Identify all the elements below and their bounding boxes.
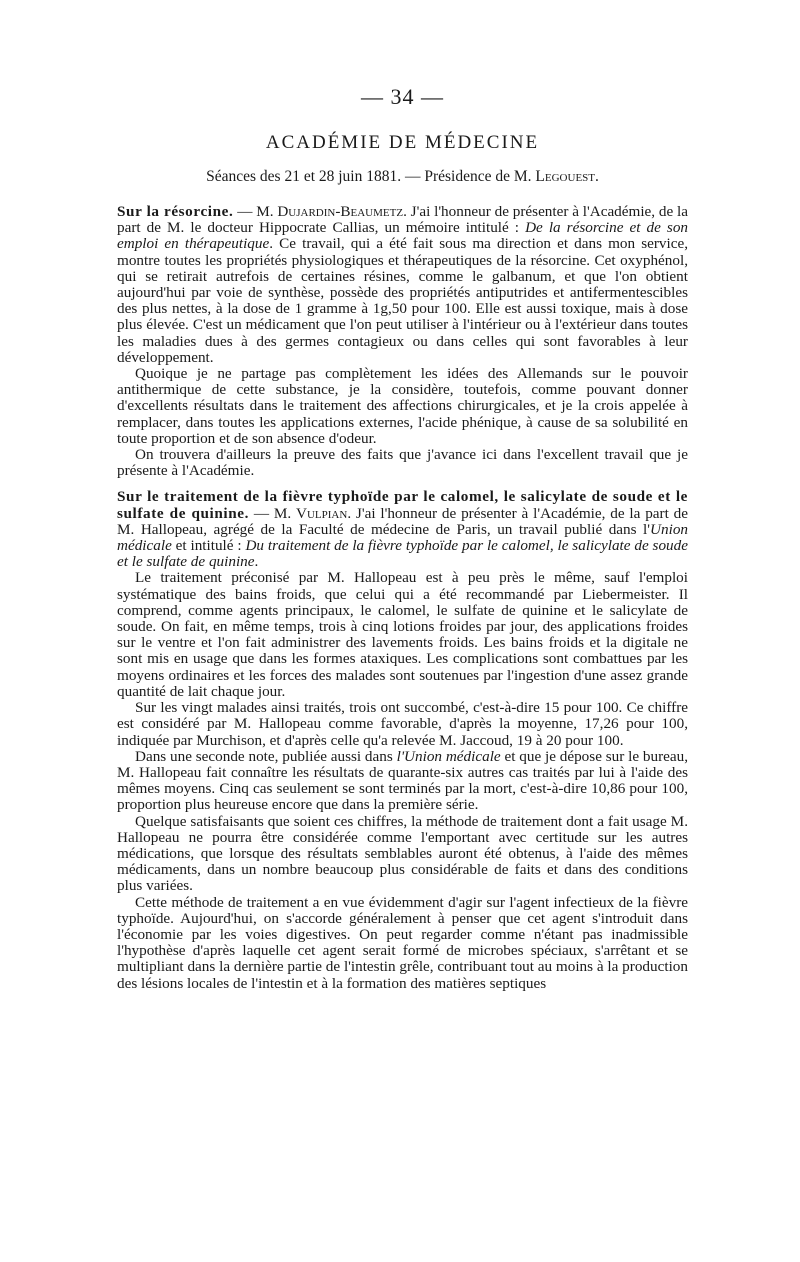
article2-intro: . J'ai l'honneur de présenter à l'Académie, de la part de M. Hallopeau, agrégé de la Faculté de médecine de Paris, un travail publié dans l' bbox=[117, 504, 688, 538]
article2-paragraph-1 bbox=[117, 489, 688, 570]
article2-journal: Union médicale bbox=[117, 520, 688, 555]
article1-paragraph-1 bbox=[117, 204, 688, 366]
session-line bbox=[117, 168, 688, 186]
article1-intro: . J'ai l'honneur de présenter à l'Académie, de la part de M. le docteur Hippocrate Callias, un mémoire intitulé : bbox=[117, 203, 688, 237]
article1-memoir-title: De la résorcine et de son emploi en thérapeutique bbox=[117, 219, 689, 253]
session-text: Séances des 21 et 28 juin 1881. — Présidence de M. bbox=[206, 168, 536, 185]
page-number: — 34 — bbox=[361, 84, 444, 109]
section-title: ACADÉMIE DE MÉDECINE bbox=[265, 132, 540, 153]
article2-para4-journal: l'Union médicale bbox=[396, 747, 501, 765]
article2-end: . bbox=[254, 553, 259, 571]
session-president: Legouest bbox=[535, 168, 595, 185]
article2-paragraph-4 bbox=[117, 749, 688, 814]
article2-paragraph-3: Sur les vingt malades ainsi traités, trois ont succombé, c'est-à-dire 15 pour 100. Ce chiffre est considéré par M. Hallopeau comme favorable, d'après la moyenne, 17,26 pour 100, indiquée par Murchison, et d'après celle qu'a relevée M. Jaccoud, 19 à 20 pour 100. bbox=[117, 699, 688, 749]
article1-dash: — M. bbox=[233, 203, 278, 220]
article1-heading: Sur la résorcine. bbox=[117, 203, 234, 220]
article2-author: Vulpian bbox=[296, 504, 348, 522]
article2-work-title: Du traitement de la fièvre typhoïde par le calomel, le salicylate de soude et le sulfate de quinine bbox=[117, 537, 688, 571]
article-resorcine bbox=[117, 204, 688, 479]
article2-paragraph-2: Le traitement préconisé par M. Hallopeau est à peu près le même, sauf l'emploi systématique des bains froids, que celui qui a été recommandé par Liebermeister. Il comprend, comme agents principaux, le calomel, le sulfate de quinine et le salicylate de soude. On fait, en même temps, trois à cinq lotions froides par jour, des applications froides sur le ventre et l'on fait administrer des lavements froids. Les bains froids et la digitale ne sont mis en usage que dans les formes ataxiques. Les complications sont combattues par les moyens ordinaires et les forces des malades sont soutenues par l'ingestion d'une assez grande quantité de lait chaque jour. bbox=[117, 569, 688, 700]
article2-paragraph-6: Cette méthode de traitement a en vue évidemment d'agir sur l'agent infectieux de la fièvre typhoïde. Aujourd'hui, on s'accorde généralement à penser que cet agent s'introduit dans l'économie par les voies digestives. On peut regarder comme n'étant pas inadmissible l'hypothèse d'après laquelle cet agent serait formé de microbes spéciaux, s'arrêtant et se multipliant dans la dernière partie de l'intestin grêle, contribuant tout au moins à la production des lésions locales de l'intestin et à la formation des matières septiques bbox=[117, 893, 688, 992]
article1-paragraph-2: Quoique je ne partage pas complètement les idées des Allemands sur le pouvoir antithermique de cette substance, je la considère, toutefois, comme pouvant donner d'excellents résultats dans le traitement des affections chirurgicales, et je la crois appelée à remplacer, dans toutes les applications externes, l'acide phénique, à cause de sa solubilité en toute proportion et de son absence d'odeur. bbox=[117, 365, 688, 447]
article1-author: Dujardin-Beaumetz bbox=[277, 203, 404, 220]
article2-paragraph-5: Quelque satisfaisants que soient ces chiffres, la méthode de traitement dont a fait usage M. Hallopeau ne pourra être considérée comme l'emportant avec certitude sur les autres médications, que lorsque des résultats semblables auront été obtenus, à l'aide des mêmes médicaments, dans un nombre beaucoup plus considérable de faits et dans des conditions plus variées. bbox=[117, 812, 688, 895]
article2-para4-b: et que je dépose sur le bureau, M. Hallopeau fait connaître les résultats de quarante-six autres cas traités par lui à l'aide des mêmes moyens. Cinq cas seulement se sont terminés par la mort, c'est-à-dire 10,86 pour 100, proportion plus heureuse encore que dans la première série. bbox=[117, 747, 689, 814]
article1-body1: . Ce travail, qui a été fait sous ma direction et dans mon service, montre toutes les propriétés physiologiques et thérapeutiques de la résorcine. Cet oxyphénol, qui se retirait autrefois de certaines résines, comme le galbanum, et que l'on obtient aujourd'hui par voie de synthèse, possède des propriétés antiputrides et antifermentescibles des plus nettes, à la dose de 1 gramme à 1g,50 pour 100. Elle est aussi toxique, mais à dose plus élevée. C'est un médicament que l'on peut utiliser à l'intérieur ou à l'extérieur dans toutes les maladies dues à des germes contagieux ou dans celles qui sont favorables à leur développement. bbox=[117, 235, 688, 366]
session-end: . bbox=[595, 168, 599, 185]
article2-mid: et intitulé : bbox=[171, 537, 246, 555]
article1-paragraph-3: On trouvera d'ailleurs la preuve des faits que j'avance ici dans l'excellent travail que je présente à l'Académie. bbox=[117, 446, 688, 480]
article2-heading: Sur le traitement de la fièvre typhoïde par le calomel, le salicylate de soude et le sulfate de quinine. bbox=[117, 488, 688, 522]
article-fievre-typhoide bbox=[117, 489, 688, 991]
article2-dash: — M. bbox=[249, 504, 296, 522]
article2-para4-a: Dans une seconde note, publiée aussi dans bbox=[135, 747, 397, 765]
